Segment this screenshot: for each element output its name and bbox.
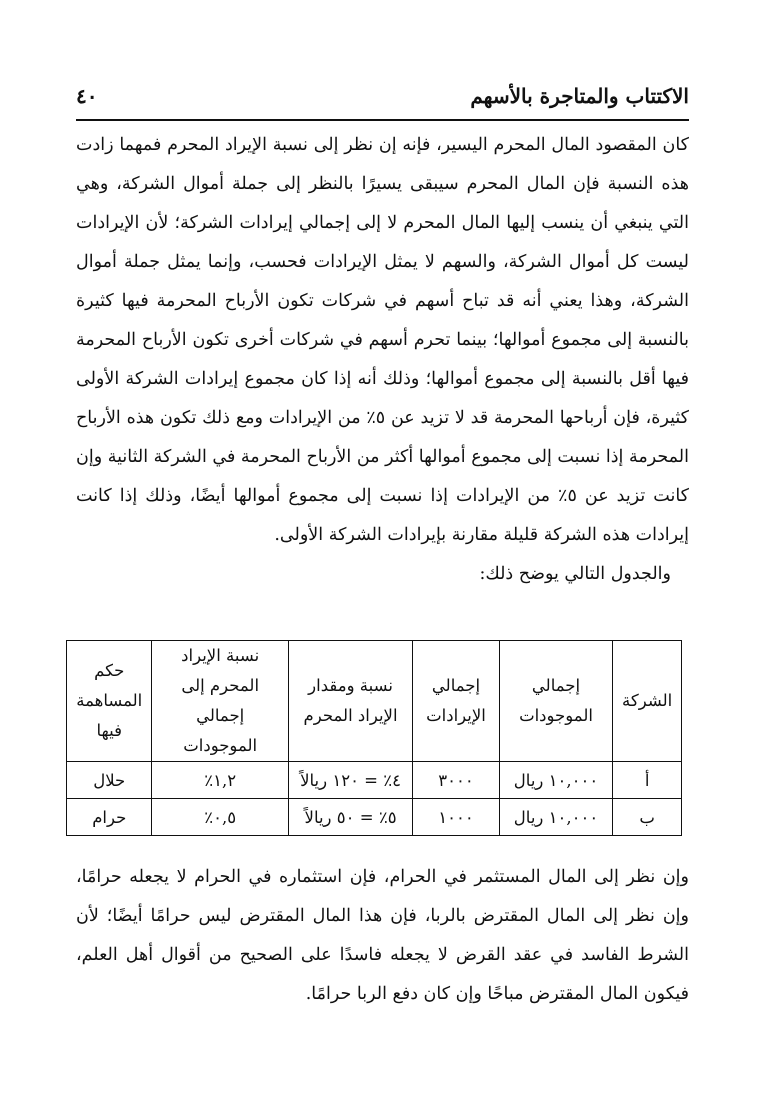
table-row (67, 799, 682, 836)
cell-total-assets: ١٠,٠٠٠ ريال (499, 799, 612, 836)
cell-haram-to-assets: ٠,٥٪ (152, 799, 288, 836)
cell-ruling: حلال (67, 762, 152, 799)
cell-total-revenue: ٣٠٠٠ (413, 762, 500, 799)
main-text (76, 126, 689, 594)
cell-company: ب (613, 799, 682, 836)
page-number: ٤٠ (76, 84, 98, 108)
table-row (67, 762, 682, 799)
running-title: الاكتتاب والمتاجرة بالأسهم (470, 84, 689, 108)
cell-total-assets: ١٠,٠٠٠ ريال (499, 762, 612, 799)
comparison-table-wrapper (66, 640, 682, 836)
page-header (76, 82, 689, 112)
body-paragraph-2: وإن نظر إلى المال المستثمر في الحرام، فإن استثماره في الحرام لا يجعله حرامًا، وإن نظر إلى المال المقترض بالربا، فإن هذا المال المقترض ليس حرامًا أيضًا؛ لأن الشرط الفاسد في عقد القرض لا يجعله فاسدًا على الصحيح من أقوال أهل العلم، فيكون المال المقترض مباحًا وإن كان دفع الربا حرامًا. (76, 867, 689, 1004)
lower-text (76, 858, 689, 1014)
comparison-table (66, 640, 682, 836)
header-ruling: حكم المساهمة فيها (67, 641, 152, 762)
cell-haram-to-assets: ١,٢٪ (152, 762, 288, 799)
cell-company: أ (613, 762, 682, 799)
cell-haram-revenue: ٥٪ = ٥٠ ريالاً (288, 799, 412, 836)
cell-haram-revenue: ٤٪ = ١٢٠ ريالاً (288, 762, 412, 799)
cell-total-revenue: ١٠٠٠ (413, 799, 500, 836)
header-company: الشركة (613, 641, 682, 762)
table-intro-line: والجدول التالي يوضح ذلك: (479, 564, 671, 584)
header-haram-to-assets: نسبة الإيراد المحرم إلى إجمالي الموجودات (152, 641, 288, 762)
header-total-revenue: إجمالي الإيرادات (413, 641, 500, 762)
header-haram-revenue: نسبة ومقدار الإيراد المحرم (288, 641, 412, 762)
header-total-assets: إجمالي الموجودات (499, 641, 612, 762)
table-header-row (67, 641, 682, 762)
body-paragraph-1: كان المقصود المال المحرم اليسير، فإنه إن نظر إلى نسبة الإيراد المحرم فمهما زادت هذه النسبة فإن المال المحرم سيبقى يسيرًا بالنظر إلى جملة أموال الشركة، وهي التي ينبغي أن ينسب إليها المال المحرم لا إلى إجمالي إيرادات الشركة؛ لأن الإيرادات ليست كل أموال الشركة، والسهم لا يمثل الإيرادات فحسب، وإنما يمثل جملة أموال الشركة، وهذا يعني أنه قد تباح أسهم في شركات تكون الأرباح المحرمة فيها كثيرة بالنسبة إلى مجموع أموالها؛ بينما تحرم أسهم في شركات أخرى تكون الأرباح المحرمة فيها أقل بالنسبة إلى مجموع أموالها؛ وذلك أنه إذا كان مجموع إيرادات الشركة الأولى كثيرة، فإن أرباحها المحرمة قد لا تزيد عن ٥٪ من الإيرادات ومع ذلك تكون هذه الأرباح المحرمة إذا نسبت إلى مجموع أموالها أكثر من الأرباح المحرمة في الشركة الثانية وإن كانت تزيد عن ٥٪ من الإيرادات إذا نسبت إلى مجموع أموالها أيضًا، وذلك إذا كانت إيرادات هذه الشركة قليلة مقارنة بإيرادات الشركة الأولى. (76, 135, 689, 545)
header-rule (76, 119, 689, 121)
cell-ruling: حرام (67, 799, 152, 836)
